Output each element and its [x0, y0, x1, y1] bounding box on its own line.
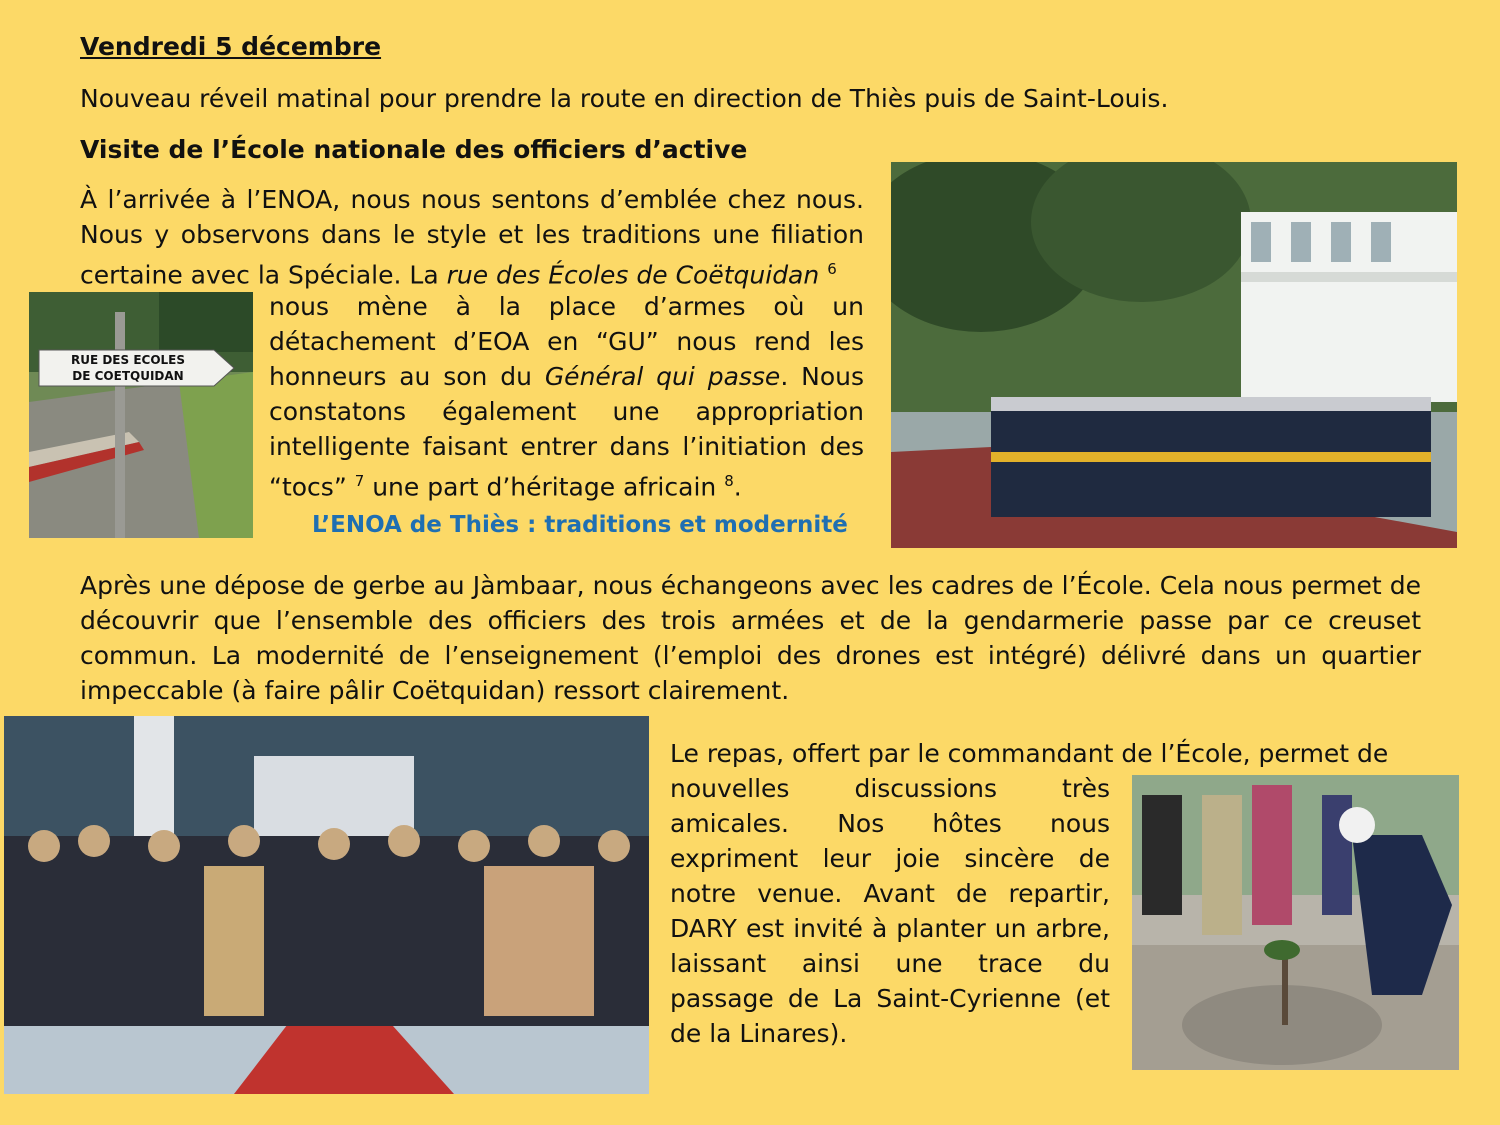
section-subtitle: Visite de l’École nationale des officiers d’active: [80, 135, 748, 164]
page-title: Vendredi 5 décembre: [80, 32, 382, 61]
parade-photo: [891, 162, 1457, 548]
street-sign-photo: [29, 292, 253, 538]
paragraph-meal-continued: nouvelles discussions très amicales. Nos hôtes nous expriment leur joie sincère de notre venue. Avant de repartir, DARY est invité à planter un arbre, laissant ainsi une trace du passage de La Saint-Cyrienne (et de la Linares).: [670, 774, 1110, 1048]
tree-planting-photo: [1132, 775, 1459, 1070]
paragraph-arrival: À l’arrivée à l’ENOA, nous nous sentons d’emblée chez nous. Nous y observons dans le style et les traditions une filiation certaine avec la Spéciale. La rue des Écoles de Coëtquidan $^6$: [80, 185, 864, 290]
photo-caption: L’ENOA de Thiès : traditions et modernité: [312, 512, 848, 538]
paragraph-arrival-continued: nous mène à la place d’armes où un détachement d’EOA en “GU” nous rend les honneurs au son du Général qui passe. Nous constatons également une appropriation intelligente faisant entrer dans l’initiation des “tocs” $^7$ une part d’héritage africain $^8$.: [269, 292, 864, 502]
sign-line-2: DE COETQUIDAN: [72, 369, 184, 383]
paragraph-meal: Le repas, offert par le commandant de l’École, permet de: [670, 739, 1389, 768]
intro-text: Nouveau réveil matinal pour prendre la route en direction de Thiès puis de Saint-Louis.: [80, 84, 1169, 113]
paragraph-exchange: Après une dépose de gerbe au Jàmbaar, nous échangeons avec les cadres de l’École. Cela nous permet de découvrir que l’ensemble des officiers des trois armées et de la gendarmerie passe par ce creuset commun. La modernité de l’enseignement (l’emploi des drones est intégré) délivré dans un quartier impeccable (à faire pâlir Coëtquidan) ressort clairement.: [80, 571, 1421, 705]
sign-line-1: RUE DES ECOLES: [70, 353, 186, 367]
group-photo: [4, 716, 649, 1094]
